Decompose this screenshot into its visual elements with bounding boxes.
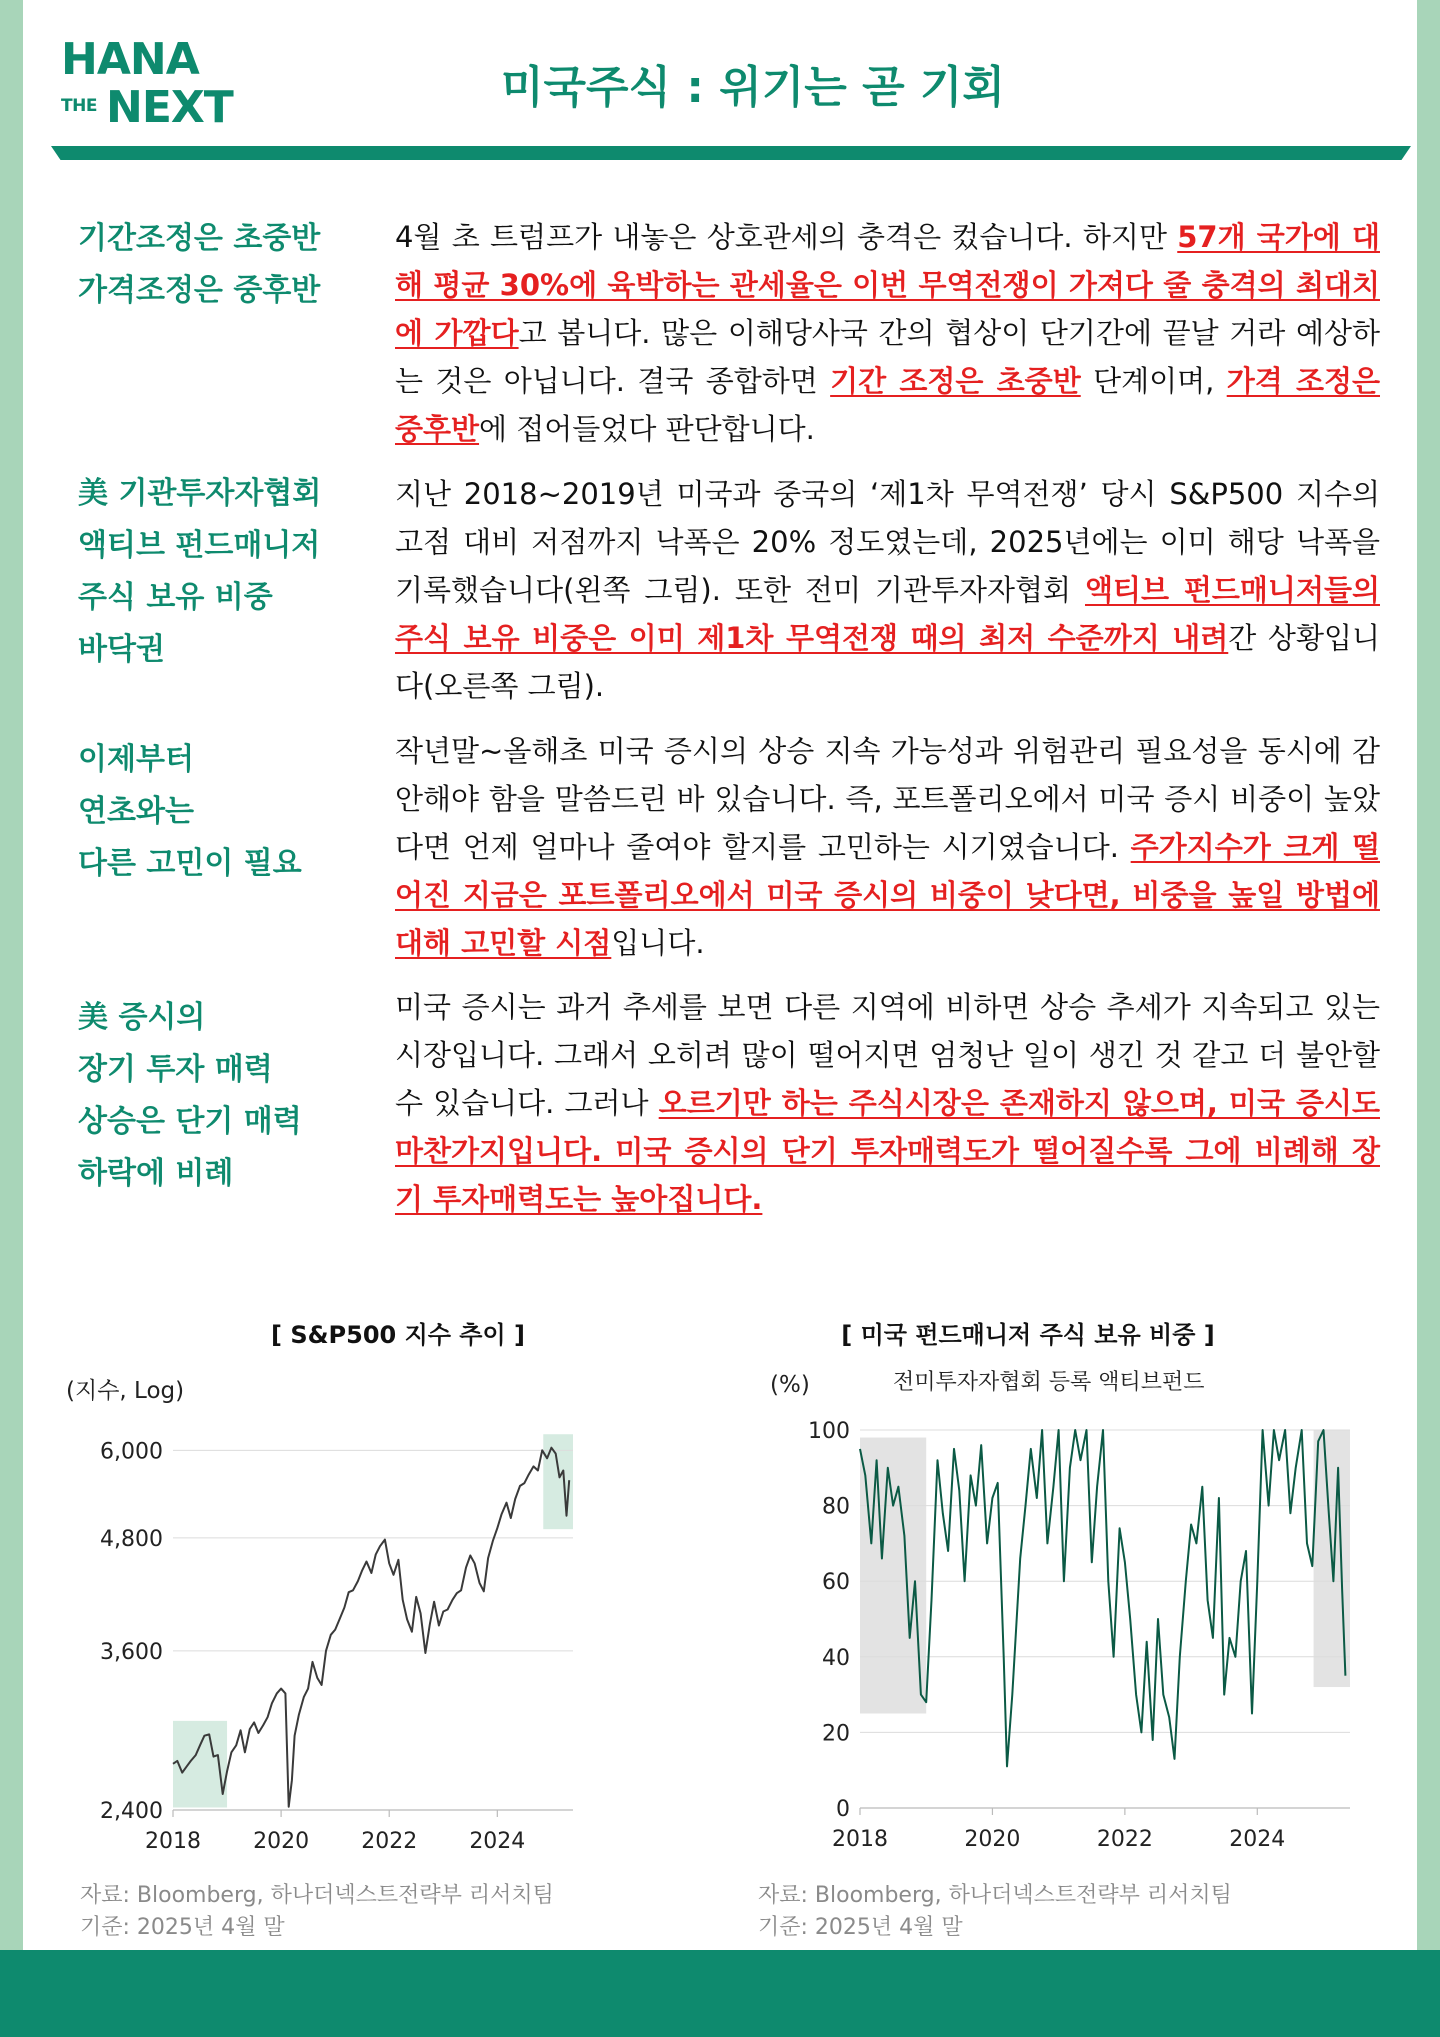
y-tick-label: 0 (836, 1797, 850, 1822)
section-4-body: 미국 증시는 과거 추세를 보면 다른 지역에 비하면 상승 추세가 지속되고 있는 시장입니다. 그래서 오히려 많이 떨어지면 엄청난 일이 생긴 것 같고 더 불안할 수 있습니다. 그러나 오르기만 하는 주식시장은 존재하지 않으며, 미국 증시도 마찬가지입니다. 미국 증시의 단기 투자매력도가 떨어질수록 그에 비례해 장기 투자매력도는 높아집니다. (395, 990, 1380, 1216)
logo-next: NEXT (106, 82, 233, 133)
chart-right-subtitle: 전미투자자협회 등록 액티브펀드 (893, 1370, 1205, 1395)
highlight-text: 가격 조정은 중후반 (395, 364, 1380, 446)
y-tick-label: 4,800 (100, 1526, 163, 1552)
chart-right-title: [ 미국 펀드매니저 주식 보유 비중 ] (841, 1321, 1215, 1349)
section-1-heading: 기간조정은 초중반 가격조정은 중후반 (78, 221, 321, 308)
chart-left-unit: (지수, Log) (66, 1378, 185, 1404)
chart-right-source: 자료: Bloomberg, 하나더넥스트전략부 리서치팀 (758, 1883, 1232, 1908)
y-tick-label: 60 (822, 1570, 850, 1596)
y-tick-label: 80 (822, 1494, 850, 1520)
chart-left-basis: 기준: 2025년 4월 말 (80, 1915, 285, 1940)
section-3-heading: 이제부터 연초와는 다른 고민이 필요 (78, 742, 302, 881)
y-tick-label: 2,400 (100, 1799, 163, 1824)
y-tick-label: 3,600 (100, 1639, 163, 1665)
chart-right-unit: (%) (770, 1372, 810, 1398)
series-line (173, 1448, 569, 1807)
y-tick-label: 6,000 (100, 1439, 163, 1465)
y-tick-label: 100 (808, 1419, 850, 1444)
title-divider (51, 146, 1411, 160)
page-title: 미국주식 : 위기는 곧 기회 (501, 62, 1005, 113)
x-tick-label: 2020 (253, 1829, 310, 1854)
fund-manager-equity-chart (723, 1395, 1373, 1865)
sp500-chart (23, 1395, 623, 1865)
highlight-text: 57개 국가에 대해 평균 30%에 육박하는 관세율은 이번 무역전쟁이 가져다 줄 충격의 최대치에 가깝다 (395, 220, 1380, 350)
section-3-body: 작년말~올해초 미국 증시의 상승 지속 가능성과 위험관리 필요성을 동시에 감안해야 함을 말씀드린 바 있습니다. 즉, 포트폴리오에서 미국 증시 비중이 높았다면 언제 얼마나 줄여야 할지를 고민하는 시기였습니다. 주가지수가 크게 떨어진 지금은 포트폴리오에서 미국 증시의 비중이 낮다면, 비중을 높일 방법에 대해 고민할 시점입니다. (395, 734, 1380, 960)
section-4-heading: 美 증시의 장기 투자 매력 상승은 단기 매력 하락에 비례 (78, 1000, 302, 1191)
highlight-period-1 (860, 1438, 926, 1714)
series-line (860, 1430, 1345, 1766)
highlight-text: 액티브 펀드매니저들의 주식 보유 비중은 이미 제1차 무역전쟁 때의 최저 수준까지 내려 (395, 573, 1380, 655)
x-tick-label: 2022 (361, 1829, 418, 1854)
logo-hana: HANA (61, 34, 199, 85)
x-tick-label: 2018 (832, 1827, 888, 1852)
footer-band (0, 1950, 1440, 2037)
hana-the-next-logo (61, 34, 291, 133)
chart-right-basis: 기준: 2025년 4월 말 (758, 1915, 963, 1940)
chart-left-title: [ S&P500 지수 추이 ] (271, 1321, 525, 1349)
chart-left-source: 자료: Bloomberg, 하나더넥스트전략부 리서치팀 (80, 1883, 554, 1908)
x-tick-label: 2024 (1229, 1827, 1286, 1852)
x-tick-label: 2022 (1096, 1827, 1153, 1852)
section-2-body: 지난 2018~2019년 미국과 중국의 ‘제1차 무역전쟁’ 당시 S&P500 지수의 고점 대비 저점까지 낙폭은 20% 정도였는데, 2025년에는 이미 해당 낙폭을 기록했습니다(왼쪽 그림). 또한 전미 기관투자자협회 액티브 펀드매니저들의 주식 보유 비중은 이미 제1차 무역전쟁 때의 최저 수준까지 내려간 상황입니다(오른쪽 그림). (395, 477, 1380, 703)
y-tick-label: 40 (822, 1645, 850, 1671)
logo-the: THE (61, 96, 97, 116)
x-tick-label: 2020 (964, 1827, 1021, 1852)
section-1-body: 4월 초 트럼프가 내놓은 상호관세의 충격은 컸습니다. 하지만 57개 국가에 대해 평균 30%에 육박하는 관세율은 이번 무역전쟁이 가져다 줄 충격의 최대치에 가깝다고 봅니다. 많은 이해당사국 간의 협상이 단기간에 끝날 거라 예상하는 것은 아닙니다. 결국 종합하면 기간 조정은 초중반 단계이며, 가격 조정은 중후반에 접어들었다 판단합니다. (395, 220, 1381, 446)
highlight-text: 오르기만 하는 주식시장은 존재하지 않으며, 미국 증시도 마찬가지입니다. 미국 증시의 단기 투자매력도가 떨어질수록 그에 비례해 장기 투자매력도는 높아집니다. (395, 1086, 1380, 1216)
y-tick-label: 20 (822, 1721, 850, 1747)
report-page (23, 0, 1417, 2037)
highlight-text: 기간 조정은 초중반 (830, 364, 1081, 398)
highlight-text: 주가지수가 크게 떨어진 지금은 포트폴리오에서 미국 증시의 비중이 낮다면, 비중을 높일 방법에 대해 고민할 시점 (395, 830, 1380, 960)
section-2-heading: 美 기관투자자협회 액티브 펀드매니저 주식 보유 비중 바닥권 (78, 476, 322, 667)
x-tick-label: 2024 (469, 1829, 526, 1854)
x-tick-label: 2018 (145, 1829, 201, 1854)
